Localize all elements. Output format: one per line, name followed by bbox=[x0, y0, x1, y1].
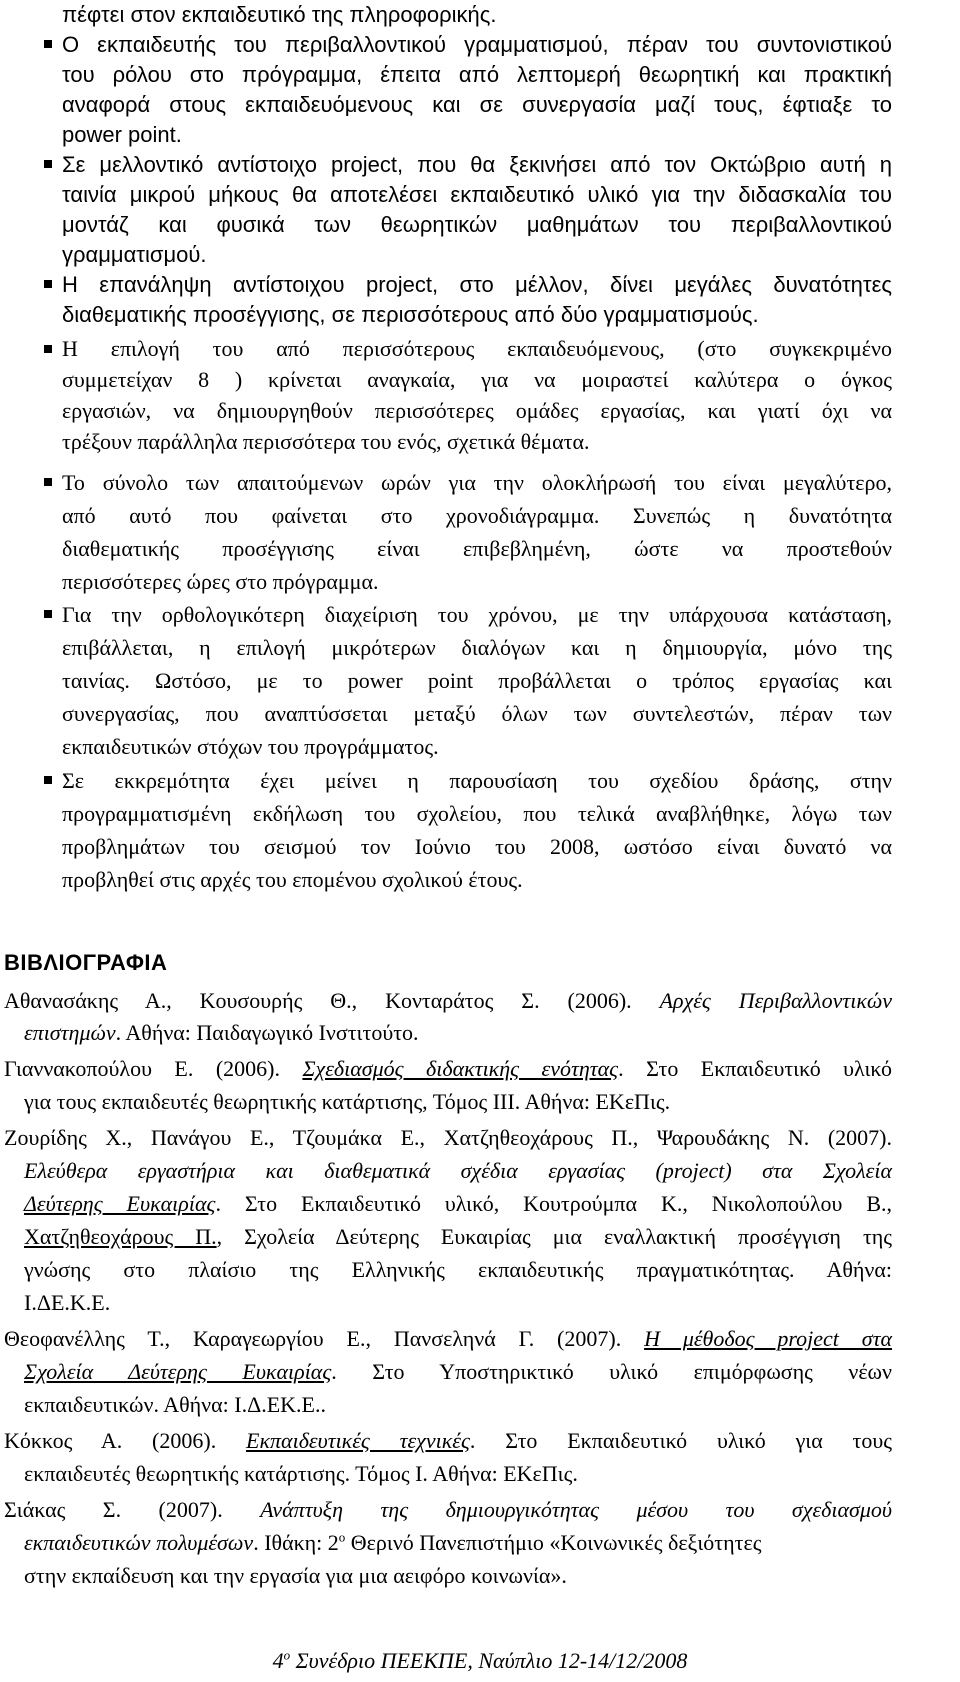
reference-line: εκπαιδευτικών. Αθήνα: Ι.Δ.ΕΚ.Ε.. bbox=[24, 1392, 326, 1417]
bullet-line: Η επιλογή του από περισσότερους εκπαιδευόμενους, (στο συγκεκριμένο bbox=[62, 336, 892, 361]
square-bullet-icon bbox=[44, 160, 52, 168]
bullet-line: Σε μελλοντικό αντίστοιχο project, που θα ξεκινήσει από τον Οκτώβριο αυτή η bbox=[62, 152, 892, 177]
page-footer: $4^o$ Συνέδριο ΠΕΕΚΠΕ, Ναύπλιο 12-14/12/2008 bbox=[272, 1647, 688, 1673]
square-bullet-icon bbox=[44, 40, 52, 48]
reference-line: εκπαιδευτικών πολυμέσων. Ιθάκη: $2^o$ Θερινό Πανεπιστήμιο «Κοινωνικές δεξιότητες bbox=[24, 1529, 762, 1555]
bullet-line: μοντάζ και φυσικά των θεωρητικών μαθημάτων του περιβαλλοντικού bbox=[62, 212, 892, 237]
bullet-line: συμμετείχαν 8 ) κρίνεται αναγκαία, για να μοιραστεί καλύτερα ο όγκος bbox=[62, 367, 892, 392]
reference-line: γνώσης στο πλαίσιο της Ελληνικής εκπαιδευτικής πραγματικότητας. Αθήνα: bbox=[24, 1257, 892, 1282]
bullet-line: επιβάλλεται, η επιλογή μικρότερων διαλόγων και η δημιουργία, μόνο της bbox=[62, 635, 892, 660]
reference-line: Αθανασάκης Α., Κουσουρής Θ., Κονταράτος Σ. (2006). Αρχές Περιβαλλοντικών bbox=[4, 988, 892, 1013]
bullet-line: τρέξουν παράλληλα περισσότερα του ενός, σχετικά θέματα. bbox=[62, 429, 590, 454]
square-bullet-icon bbox=[44, 776, 52, 784]
bullet-line: προγραμματισμένη εκδήλωση του σχολείου, που τελικά αναβλήθηκε, λόγω των bbox=[62, 801, 892, 826]
reference-line: Γιαννακοπούλου Ε. (2006). Σχεδιασμός διδακτικής ενότητας. Στο Εκπαιδευτικό υλικό bbox=[4, 1056, 892, 1081]
bullet-line: διαθεματικής προσέγγισης είναι επιβεβλημένη, ώστε να προστεθούν bbox=[62, 536, 892, 561]
reference-line: για τους εκπαιδευτές θεωρητικής κατάρτισης, Τόμος ΙΙΙ. Αθήνα: ΕΚεΠις. bbox=[24, 1089, 671, 1114]
bullet-line: του ρόλου στο πρόγραμμα, έπειτα από λεπτομερή θεωρητική και πρακτική bbox=[62, 62, 892, 87]
square-bullet-icon bbox=[44, 610, 52, 618]
square-bullet-icon bbox=[44, 345, 52, 353]
bullet-line: Το σύνολο των απαιτούμενων ωρών για την ολοκλήρωσή του είναι μεγαλύτερο, bbox=[62, 470, 892, 495]
bullet-line: εκπαιδευτικών στόχων του προγράμματος. bbox=[62, 734, 439, 759]
intro-line: πέφτει στον εκπαιδευτικό της πληροφορικής. bbox=[62, 2, 497, 27]
bullet-line: διαθεματικής προσέγγισης, σε περισσότερους από δύο γραμματισμούς. bbox=[62, 302, 759, 327]
bullet-line: προβλημάτων του σεισμού τον Ιούνιο του 2008, ωστόσο είναι δυνατό να bbox=[62, 834, 892, 859]
reference-line: Κόκκος Α. (2006). Εκπαιδευτικές τεχνικές. Στο Εκπαιδευτικό υλικό για τους bbox=[4, 1428, 892, 1453]
bibliography-heading: ΒΙΒΛΙΟΓΡΑΦΙΑ bbox=[4, 950, 168, 975]
bullet-line: περισσότερες ώρες στο πρόγραμμα. bbox=[62, 569, 379, 594]
square-bullet-icon bbox=[44, 280, 52, 288]
reference-line: Ελεύθερα εργαστήρια και διαθεματικά σχέδια εργασίας (project) στα Σχολεία bbox=[24, 1158, 892, 1183]
reference-line: στην εκπαίδευση και την εργασία για μια αειφόρο κοινωνία». bbox=[24, 1563, 567, 1588]
bullet-line: από αυτό που φαίνεται στο χρονοδιάγραμμα. Συνεπώς η δυνατότητα bbox=[62, 503, 892, 528]
bullet-line: εργασιών, να δημιουργηθούν περισσότερες ομάδες εργασίας, και γιατί όχι να bbox=[62, 398, 892, 423]
reference-line: εκπαιδευτές θεωρητικής κατάρτισης. Τόμος Ι. Αθήνα: ΕΚεΠις. bbox=[24, 1461, 578, 1486]
reference-line: Θεοφανέλλης Τ., Καραγεωργίου Ε., Πανσεληνά Γ. (2007). Η μέθοδος project στα bbox=[4, 1326, 892, 1351]
square-bullet-icon bbox=[44, 478, 52, 486]
reference-line: Σχολεία Δεύτερης Ευκαιρίας. Στο Υποστηρικτικό υλικό επιμόρφωσης νέων bbox=[24, 1359, 892, 1384]
reference-line: Ζουρίδης Χ., Πανάγου Ε., Τζουμάκα Ε., Χατζηθεοχάρους Π., Ψαρουδάκης Ν. (2007). bbox=[4, 1125, 892, 1150]
bullet-line: αναφορά στους εκπαιδευόμενους και σε συνεργασία μαζί τους, έφτιαξε το bbox=[62, 92, 892, 117]
bullet-line: ταινίας. Ωστόσο, με το power point προβάλλεται ο τρόπος εργασίας και bbox=[62, 668, 892, 693]
bullet-line: Η επανάληψη αντίστοιχου project, στο μέλλον, δίνει μεγάλες δυνατότητες bbox=[62, 272, 892, 297]
bullet-line: γραμματισμού. bbox=[62, 242, 207, 267]
bullet-line: ταινία μικρού μήκους θα αποτελέσει εκπαιδευτικό υλικό για την διδασκαλία του bbox=[62, 182, 892, 207]
reference-line: επιστημών. Αθήνα: Παιδαγωγικό Ινστιτούτο. bbox=[24, 1020, 419, 1045]
bullet-line: συνεργασίας, που αναπτύσσεται μεταξύ όλων των συντελεστών, πέραν των bbox=[62, 701, 892, 726]
bullet-line: Για την ορθολογικότερη διαχείριση του χρόνου, με την υπάρχουσα κατάσταση, bbox=[62, 602, 892, 627]
reference-line: Ι.ΔΕ.Κ.Ε. bbox=[24, 1290, 111, 1315]
bullet-line: προβληθεί στις αρχές του επομένου σχολικού έτους. bbox=[62, 867, 523, 892]
bullet-line: Ο εκπαιδευτής του περιβαλλοντικού γραμματισμού, πέραν του συντονιστικού bbox=[62, 32, 892, 57]
bullet-line: power point. bbox=[62, 122, 182, 147]
reference-line: Χατζηθεοχάρους Π., Σχολεία Δεύτερης Ευκαιρίας μια εναλλακτική προσέγγιση της bbox=[24, 1224, 892, 1249]
reference-line: Σιάκας Σ. (2007). Ανάπτυξη της δημιουργικότητας μέσου του σχεδιασμού bbox=[4, 1497, 893, 1522]
bullet-line: Σε εκκρεμότητα έχει μείνει η παρουσίαση του σχεδίου δράσης, στην bbox=[62, 768, 892, 793]
reference-line: Δεύτερης Ευκαιρίας. Στο Εκπαιδευτικό υλικό, Κουτρούμπα Κ., Νικολοπούλου Β., bbox=[24, 1191, 892, 1216]
